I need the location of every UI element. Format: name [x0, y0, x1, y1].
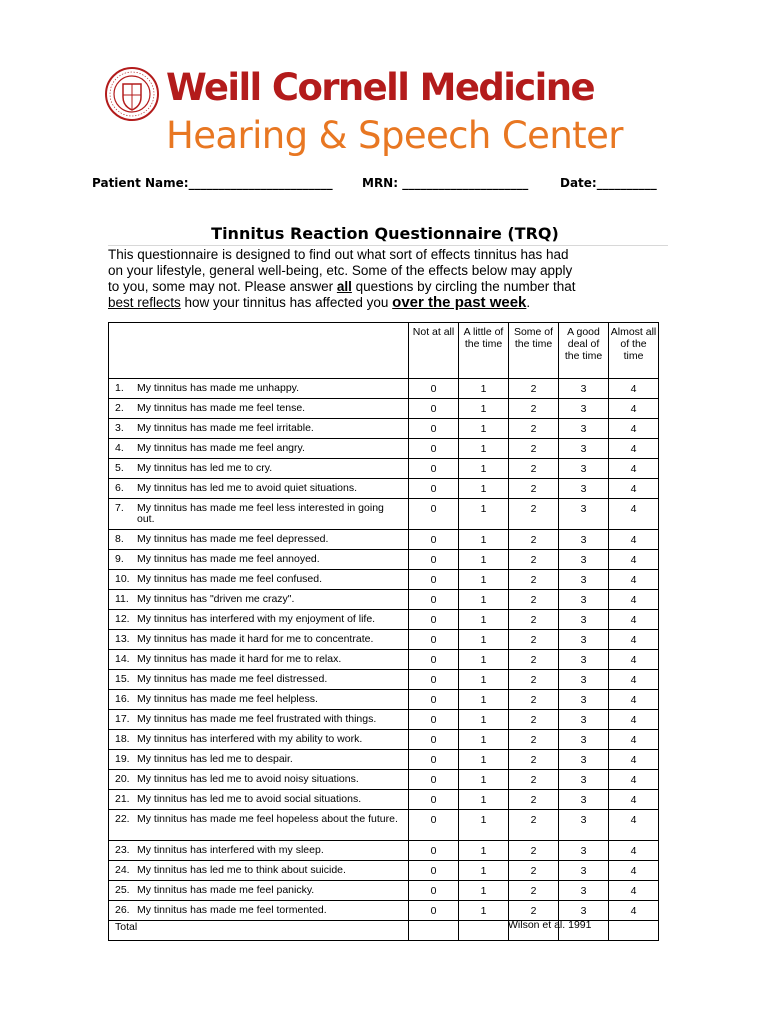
rating-option[interactable]: 4	[609, 650, 659, 670]
question-label: My tinnitus has made me feel annoyed.	[137, 553, 320, 565]
rating-option[interactable]: 4	[609, 399, 659, 419]
question-label: My tinnitus has led me to avoid quiet situations.	[137, 482, 358, 494]
question-text	[109, 610, 409, 630]
rating-option[interactable]: 0	[409, 861, 459, 881]
question-text	[109, 499, 409, 530]
rating-option[interactable]: 4	[609, 570, 659, 590]
question-text	[109, 881, 409, 901]
questionnaire-title: Tinnitus Reaction Questionnaire (TRQ)	[211, 224, 559, 243]
rating-option[interactable]: 2	[509, 750, 559, 770]
table-header-row	[109, 323, 659, 379]
rating-option[interactable]: 0	[409, 881, 459, 901]
rating-option[interactable]: 0	[409, 650, 459, 670]
question-text	[109, 399, 409, 419]
rating-option[interactable]: 4	[609, 841, 659, 861]
rating-option[interactable]: 0	[409, 590, 459, 610]
instructions: This questionnaire is designed to find out what sort of effects tinnitus has had on your lifestyle, general well-being, etc. Some of the effects below may apply to you, some may not. Please answer all questions by circling the number that best reflects how your tinnitus has affected you over the past week.	[108, 247, 576, 311]
column-header: Almost all of the time	[609, 323, 659, 379]
question-row	[109, 499, 659, 530]
rating-option[interactable]: 2	[509, 841, 559, 861]
rating-option[interactable]: 2	[509, 810, 559, 841]
question-number: 19.	[115, 753, 130, 765]
rating-option[interactable]: 3	[559, 570, 609, 590]
question-text	[109, 590, 409, 610]
question-number: 14.	[115, 653, 130, 665]
rating-option[interactable]: 0	[409, 630, 459, 650]
question-row	[109, 379, 659, 399]
rating-option[interactable]: 4	[609, 610, 659, 630]
rating-option[interactable]: 3	[559, 379, 609, 399]
rating-option[interactable]: 4	[609, 479, 659, 499]
rating-option[interactable]: 3	[559, 630, 609, 650]
rating-option[interactable]: 2	[509, 710, 559, 730]
rating-option[interactable]: 1	[459, 881, 509, 901]
question-text	[109, 901, 409, 921]
rating-option[interactable]: 1	[459, 810, 509, 841]
rating-option[interactable]: 0	[409, 419, 459, 439]
question-label: My tinnitus has interfered with my ability to work.	[137, 733, 363, 745]
total-cell[interactable]	[609, 921, 659, 941]
question-number: 20.	[115, 773, 130, 785]
rating-option[interactable]: 1	[459, 790, 509, 810]
rating-option[interactable]: 0	[409, 810, 459, 841]
rating-option[interactable]: 0	[409, 770, 459, 790]
rating-option[interactable]: 2	[509, 770, 559, 790]
question-number: 2.	[115, 402, 124, 414]
question-row	[109, 730, 659, 750]
rating-option[interactable]: 0	[409, 730, 459, 750]
rating-option[interactable]: 0	[409, 690, 459, 710]
rating-option[interactable]: 0	[409, 841, 459, 861]
rating-option[interactable]: 2	[509, 630, 559, 650]
rating-option[interactable]: 3	[559, 841, 609, 861]
rating-option[interactable]: 3	[559, 550, 609, 570]
rating-option[interactable]: 3	[559, 881, 609, 901]
rating-option[interactable]: 2	[509, 610, 559, 630]
rating-option[interactable]: 1	[459, 550, 509, 570]
question-text	[109, 841, 409, 861]
question-label: My tinnitus has made me feel hopeless about the future.	[137, 813, 398, 825]
rating-option[interactable]: 4	[609, 790, 659, 810]
mrn-field[interactable]: MRN: _____________________	[362, 176, 529, 190]
question-label: My tinnitus has led me to avoid social situations.	[137, 793, 362, 805]
question-number: 17.	[115, 713, 130, 725]
rating-option[interactable]: 4	[609, 901, 659, 921]
question-number: 21.	[115, 793, 130, 805]
rating-option[interactable]: 1	[459, 570, 509, 590]
question-row	[109, 750, 659, 770]
rating-option[interactable]: 0	[409, 710, 459, 730]
question-label: My tinnitus has made me feel confused.	[137, 573, 323, 585]
rating-option[interactable]: 1	[459, 379, 509, 399]
question-label: My tinnitus has interfered with my enjoyment of life.	[137, 613, 376, 625]
question-number: 12.	[115, 613, 130, 625]
column-header: A little of the time	[459, 323, 509, 379]
question-label: My tinnitus has made me feel less interested in going out.	[137, 502, 384, 525]
question-text	[109, 690, 409, 710]
rating-option[interactable]: 0	[409, 670, 459, 690]
rating-option[interactable]: 4	[609, 690, 659, 710]
rating-option[interactable]: 3	[559, 590, 609, 610]
question-label: My tinnitus has led me to think about suicide.	[137, 864, 346, 876]
title-divider	[108, 245, 668, 246]
patient-name-field[interactable]: Patient Name:________________________	[92, 176, 333, 190]
question-row	[109, 810, 659, 841]
question-number: 24.	[115, 864, 130, 876]
question-row	[109, 439, 659, 459]
question-label: My tinnitus has made me feel angry.	[137, 442, 305, 454]
rating-option[interactable]: 1	[459, 590, 509, 610]
rating-option[interactable]: 3	[559, 650, 609, 670]
rating-option[interactable]: 3	[559, 861, 609, 881]
question-text	[109, 439, 409, 459]
rating-option[interactable]: 0	[409, 459, 459, 479]
question-label: My tinnitus has made me feel panicky.	[137, 884, 315, 896]
rating-option[interactable]: 1	[459, 710, 509, 730]
rating-option[interactable]: 3	[559, 790, 609, 810]
rating-option[interactable]: 0	[409, 530, 459, 550]
question-label: My tinnitus has led me to avoid noisy situations.	[137, 773, 359, 785]
question-row	[109, 530, 659, 550]
question-text	[109, 570, 409, 590]
rating-option[interactable]: 1	[459, 901, 509, 921]
question-number: 6.	[115, 482, 124, 494]
question-row	[109, 841, 659, 861]
question-label: My tinnitus has made me feel depressed.	[137, 533, 329, 545]
rating-option[interactable]: 3	[559, 499, 609, 530]
question-label: My tinnitus has made me feel distressed.	[137, 673, 328, 685]
question-number: 16.	[115, 693, 130, 705]
question-row	[109, 690, 659, 710]
rating-option[interactable]: 3	[559, 810, 609, 841]
question-label: My tinnitus has made me unhappy.	[137, 382, 300, 394]
question-row	[109, 770, 659, 790]
question-number: 9.	[115, 553, 124, 565]
letterhead	[104, 64, 664, 164]
rating-option[interactable]: 3	[559, 750, 609, 770]
rating-option[interactable]: 1	[459, 841, 509, 861]
rating-option[interactable]: 2	[509, 730, 559, 750]
question-number: 15.	[115, 673, 130, 685]
rating-option[interactable]: 0	[409, 399, 459, 419]
rating-option[interactable]: 2	[509, 650, 559, 670]
rating-option[interactable]: 1	[459, 610, 509, 630]
question-label: My tinnitus has made me feel frustrated with things.	[137, 713, 377, 725]
rating-option[interactable]: 4	[609, 530, 659, 550]
question-column-header	[109, 323, 409, 379]
rating-option[interactable]: 2	[509, 399, 559, 419]
question-text	[109, 670, 409, 690]
rating-option[interactable]: 0	[409, 750, 459, 770]
rating-option[interactable]: 4	[609, 730, 659, 750]
cornell-seal-icon	[104, 66, 160, 122]
question-text	[109, 419, 409, 439]
question-number: 22.	[115, 813, 130, 825]
question-number: 4.	[115, 442, 124, 454]
question-text	[109, 479, 409, 499]
question-number: 18.	[115, 733, 130, 745]
question-number: 26.	[115, 904, 130, 916]
column-header: Some of the time	[509, 323, 559, 379]
rating-option[interactable]: 3	[559, 670, 609, 690]
rating-option[interactable]: 1	[459, 399, 509, 419]
rating-option[interactable]: 3	[559, 901, 609, 921]
total-label: Total	[109, 921, 409, 941]
rating-option[interactable]: 4	[609, 810, 659, 841]
question-row	[109, 550, 659, 570]
rating-option[interactable]: 4	[609, 750, 659, 770]
rating-option[interactable]: 2	[509, 530, 559, 550]
question-text	[109, 379, 409, 399]
question-text	[109, 650, 409, 670]
rating-option[interactable]: 1	[459, 650, 509, 670]
rating-option[interactable]: 2	[509, 379, 559, 399]
rating-option[interactable]: 4	[609, 590, 659, 610]
rating-option[interactable]: 0	[409, 901, 459, 921]
question-row	[109, 630, 659, 650]
rating-option[interactable]: 4	[609, 710, 659, 730]
rating-option[interactable]: 3	[559, 710, 609, 730]
rating-option[interactable]: 1	[459, 630, 509, 650]
question-label: My tinnitus has made me feel tormented.	[137, 904, 327, 916]
rating-option[interactable]: 4	[609, 439, 659, 459]
total-cell[interactable]	[409, 921, 459, 941]
rating-option[interactable]: 3	[559, 439, 609, 459]
question-row	[109, 670, 659, 690]
column-header: Not at all	[409, 323, 459, 379]
rating-option[interactable]: 0	[409, 379, 459, 399]
question-row	[109, 590, 659, 610]
rating-option[interactable]: 4	[609, 770, 659, 790]
rating-option[interactable]: 1	[459, 459, 509, 479]
column-header: A good deal of the time	[559, 323, 609, 379]
rating-option[interactable]: 4	[609, 379, 659, 399]
rating-option[interactable]: 4	[609, 499, 659, 530]
rating-option[interactable]: 1	[459, 861, 509, 881]
question-row	[109, 610, 659, 630]
question-label: My tinnitus has interfered with my sleep.	[137, 844, 324, 856]
rating-option[interactable]: 3	[559, 459, 609, 479]
question-text	[109, 790, 409, 810]
question-number: 11.	[115, 593, 129, 605]
rating-option[interactable]: 3	[559, 419, 609, 439]
rating-option[interactable]: 3	[559, 399, 609, 419]
question-text	[109, 861, 409, 881]
rating-option[interactable]: 1	[459, 670, 509, 690]
question-number: 13.	[115, 633, 130, 645]
question-row	[109, 861, 659, 881]
question-row	[109, 881, 659, 901]
rating-option[interactable]: 1	[459, 479, 509, 499]
rating-option[interactable]: 3	[559, 610, 609, 630]
rating-option[interactable]: 0	[409, 790, 459, 810]
rating-option[interactable]: 4	[609, 459, 659, 479]
rating-option[interactable]: 0	[409, 550, 459, 570]
rating-option[interactable]: 2	[509, 590, 559, 610]
rating-option[interactable]: 0	[409, 570, 459, 590]
total-cell[interactable]	[459, 921, 509, 941]
rating-option[interactable]: 1	[459, 419, 509, 439]
question-label: My tinnitus has "driven me crazy".	[137, 593, 295, 605]
question-row	[109, 419, 659, 439]
questionnaire-table	[108, 322, 659, 941]
question-label: My tinnitus has made it hard for me to concentrate.	[137, 633, 374, 645]
rating-option[interactable]: 4	[609, 419, 659, 439]
question-number: 3.	[115, 422, 124, 434]
question-text	[109, 550, 409, 570]
date-field[interactable]: Date:__________	[560, 176, 657, 190]
rating-option[interactable]: 0	[409, 499, 459, 530]
rating-option[interactable]: 4	[609, 861, 659, 881]
question-number: 10.	[115, 573, 130, 585]
question-row	[109, 790, 659, 810]
rating-option[interactable]: 2	[509, 670, 559, 690]
question-text	[109, 530, 409, 550]
brand-department: Hearing & Speech Center	[166, 114, 623, 157]
rating-option[interactable]: 2	[509, 790, 559, 810]
rating-option[interactable]: 3	[559, 479, 609, 499]
rating-option[interactable]: 3	[559, 730, 609, 750]
question-number: 23.	[115, 844, 130, 856]
rating-option[interactable]: 0	[409, 439, 459, 459]
question-text	[109, 810, 409, 841]
rating-option[interactable]: 2	[509, 479, 559, 499]
rating-option[interactable]: 1	[459, 499, 509, 530]
question-text	[109, 750, 409, 770]
rating-option[interactable]: 4	[609, 670, 659, 690]
rating-option[interactable]: 0	[409, 610, 459, 630]
question-text	[109, 770, 409, 790]
rating-option[interactable]: 2	[509, 419, 559, 439]
rating-option[interactable]: 1	[459, 770, 509, 790]
question-text	[109, 710, 409, 730]
question-text	[109, 630, 409, 650]
question-label: My tinnitus has made me feel helpless.	[137, 693, 318, 705]
question-label: My tinnitus has made it hard for me to relax.	[137, 653, 342, 665]
question-row	[109, 650, 659, 670]
rating-option[interactable]: 1	[459, 690, 509, 710]
rating-option[interactable]: 2	[509, 459, 559, 479]
question-row	[109, 570, 659, 590]
rating-option[interactable]: 3	[559, 530, 609, 550]
question-number: 25.	[115, 884, 130, 896]
rating-option[interactable]: 2	[509, 499, 559, 530]
rating-option[interactable]: 3	[559, 770, 609, 790]
question-label: My tinnitus has led me to despair.	[137, 753, 293, 765]
citation: Wilson et al. 1991	[508, 919, 592, 931]
question-text	[109, 730, 409, 750]
rating-option[interactable]: 1	[459, 439, 509, 459]
rating-option[interactable]: 2	[509, 881, 559, 901]
question-row	[109, 901, 659, 921]
question-number: 1.	[115, 382, 124, 394]
rating-option[interactable]: 1	[459, 750, 509, 770]
rating-option[interactable]: 2	[509, 550, 559, 570]
rating-option[interactable]: 1	[459, 730, 509, 750]
rating-option[interactable]: 0	[409, 479, 459, 499]
brand-name: Weill Cornell Medicine	[166, 66, 594, 109]
question-number: 8.	[115, 533, 124, 545]
rating-option[interactable]: 1	[459, 530, 509, 550]
question-row	[109, 710, 659, 730]
rating-option[interactable]: 2	[509, 439, 559, 459]
question-number: 5.	[115, 462, 124, 474]
question-number: 7.	[115, 502, 124, 514]
rating-option[interactable]: 2	[509, 690, 559, 710]
question-label: My tinnitus has led me to cry.	[137, 462, 273, 474]
rating-option[interactable]: 2	[509, 861, 559, 881]
question-label: My tinnitus has made me feel tense.	[137, 402, 306, 414]
rating-option[interactable]: 2	[509, 901, 559, 921]
question-row	[109, 479, 659, 499]
question-text	[109, 459, 409, 479]
rating-option[interactable]: 4	[609, 550, 659, 570]
rating-option[interactable]: 3	[559, 690, 609, 710]
question-row	[109, 459, 659, 479]
rating-option[interactable]: 4	[609, 630, 659, 650]
rating-option[interactable]: 2	[509, 570, 559, 590]
rating-option[interactable]: 4	[609, 881, 659, 901]
question-row	[109, 399, 659, 419]
question-label: My tinnitus has made me feel irritable.	[137, 422, 314, 434]
